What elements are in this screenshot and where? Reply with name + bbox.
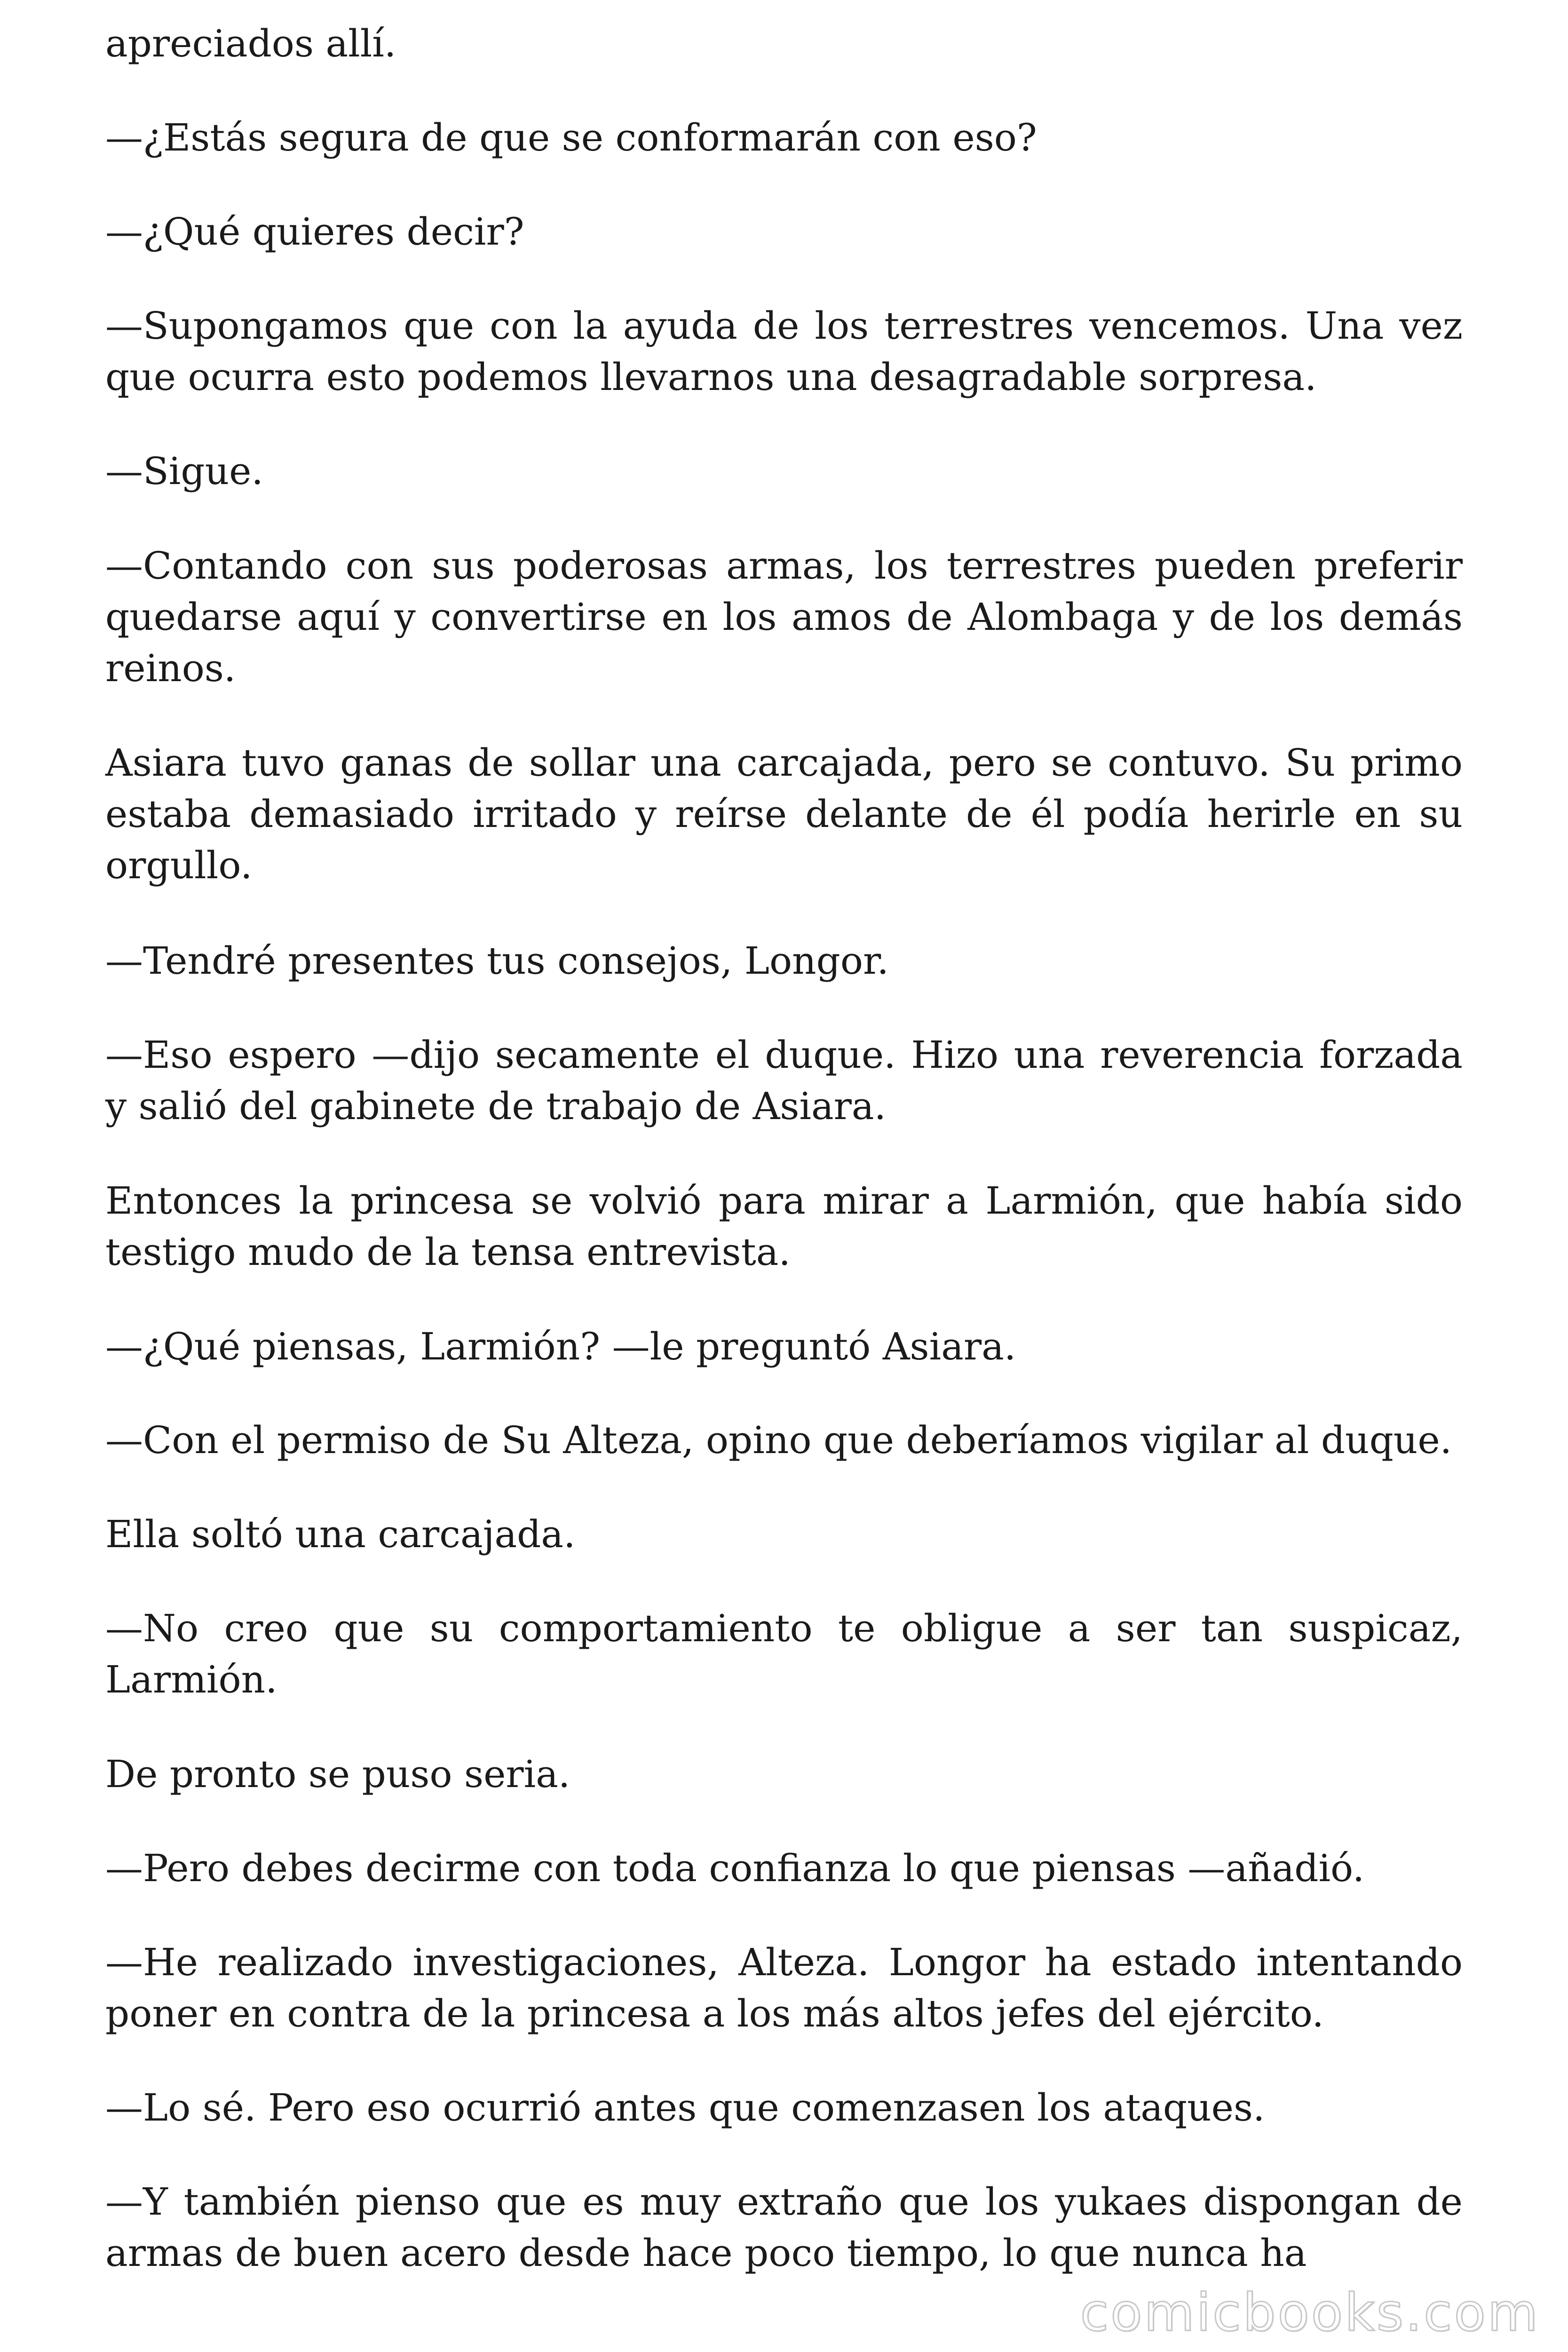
paragraph: Ella soltó una carcajada. (105, 1512, 576, 1556)
paragraph: —¿Estás segura de que se conformarán con eso? (105, 116, 1037, 159)
paragraph: —Supongamos que con la ayuda de los terrestres vencemos. Una vez que ocurra esto podemos llevarnos una desagradable sorpresa. (105, 304, 1463, 399)
paragraph: —Contando con sus poderosas armas, los terrestres pueden preferir quedarse aquí y convertirse en los amos de Alombaga y de los demás reinos. (105, 544, 1463, 690)
paragraph: —Y también pienso que es muy extraño que los yukaes dispongan de armas de buen acero desde hace poco tiempo, lo que nunca ha (105, 2180, 1463, 2275)
paragraph: Asiara tuvo ganas de sollar una carcajada, pero se contuvo. Su primo estaba demasiado irritado y reírse delante de él podía herirle en su orgullo. (105, 741, 1463, 887)
paragraph: De pronto se puso seria. (105, 1752, 570, 1796)
paragraph: —Sigue. (105, 449, 263, 493)
paragraph: —¿Qué piensas, Larmión? —le preguntó Asiara. (105, 1325, 1016, 1368)
paragraph: —Pero debes decirme con toda confianza lo que piensas —añadió. (105, 1846, 1365, 1890)
paragraph: apreciados allí. (105, 22, 396, 65)
paragraph: —He realizado investigaciones, Alteza. Longor ha estado intentando poner en contra de la princesa a los más altos jefes del ejército. (105, 1940, 1463, 2035)
paragraph: —Tendré presentes tus consejos, Longor. (105, 939, 889, 983)
watermark-logo: comicbooks.com (1080, 2282, 1540, 2343)
paragraph: —Lo sé. Pero eso ocurrió antes que comenzasen los ataques. (105, 2086, 1265, 2130)
paragraph: Entonces la princesa se volvió para mirar a Larmión, que había sido testigo mudo de la tensa entrevista. (105, 1179, 1463, 1274)
paragraph: —No creo que su comportamiento te obligue a ser tan suspicaz, Larmión. (105, 1606, 1463, 1701)
paragraph: —Con el permiso de Su Alteza, opino que deberíamos vigilar al duque. (105, 1418, 1452, 1462)
paragraph: —Eso espero —dijo secamente el duque. Hizo una reverencia forzada y salió del gabinete de trabajo de Asiara. (105, 1033, 1463, 1128)
paragraph: —¿Qué quieres decir? (105, 210, 524, 254)
